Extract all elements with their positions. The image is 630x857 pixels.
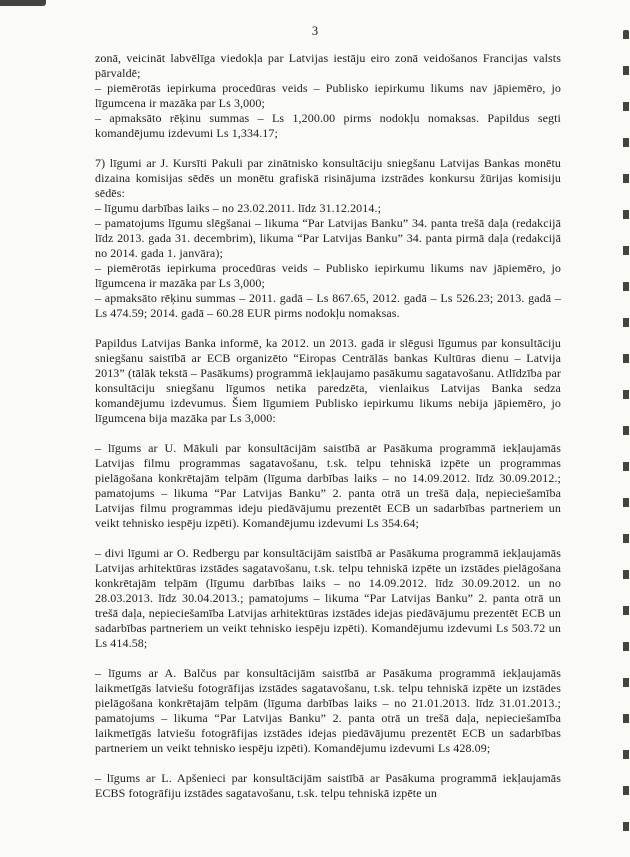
paragraph: – apmaksāto rēķinu summas – 2011. gadā – Ls 867.65, 2012. gadā – Ls 526.23; 2013. gadā – Ls 474.59; 2014. gadā – 60.28 EUR pirms nodokļu nomaksas. xyxy=(95,291,561,320)
paragraph: – līgums ar L. Apšenieci par konsultācijām saistībā ar Pasākuma programmā iekļaujamās ECBS fotogrāfiju izstādes sagatavošanu, t.sk. telpu tehniskā izpēte un xyxy=(95,771,561,800)
document-body xyxy=(95,51,561,801)
paragraph: – piemērotās iepirkuma procedūras veids – Publisko iepirkumu likums nav jāpiemēro, jo līgumcena ir mazāka par Ls 3,000; xyxy=(95,261,561,290)
paragraph: – līgumu darbības laiks – no 23.02.2011. līdz 31.12.2014.; xyxy=(95,201,382,215)
paragraph: Papildus Latvijas Banka informē, ka 2012. un 2013. gadā ir slēgusi līgumus par konsultāciju sniegšanu saistībā ar ECB organizēto “Eiropas Centrālās bankas Kultūras dienu – Latvija 2013” (tālāk tekstā – Pasākums) programmā iekļaujamo pasākumu sagatavošanu. Atlīdzība par konsultāciju sniegšanu līgumos netika paredzēta, vienlaikus Latvijas Banka sedza komandējumu izdevumus. Šiem līgumiem Publisko iepirkumu likums nebija jāpiemēro, jo līgumcena bija mazāka par Ls 3,000: xyxy=(95,336,561,425)
paragraph: zonā, veicināt labvēlīga viedokļa par Latvijas iestāju eiro zonā veidošanos Francijas valsts pārvaldē; xyxy=(95,51,561,80)
paragraph: – pamatojums līgumu slēgšanai – likuma “Par Latvijas Banku” 34. panta trešā daļa (redakcijā līdz 2013. gada 31. decembrim), likuma “Par Latvijas Banku” 34. panta pirmā daļa (redakcijā no 2014. gada 1. janvāra); xyxy=(95,216,561,260)
paragraph: – līgums ar A. Balčus par konsultācijām saistībā ar Pasākuma programmā iekļaujamās laikmetīgās latviešu fotogrāfijas izstādes sagatavošanu, t.sk. telpu tehniskā izpēte un izstādes pielāgošana konkrētajām telpām (līguma darbības laiks – no 21.01.2013. līdz 31.01.2013.; pamatojums – likuma “Par Latvijas Banku” 2. panta otrā un trešā daļa, nepieciešamība laikmetīgās latviešu fotogrāfijas izstādes idejas piedāvājumu prezentēt ECB un sadarbības partneriem un veikt tehnisko iespēju izpēti). Komandējumu izdevumi Ls 428.09; xyxy=(95,666,561,755)
paragraph: – apmaksāto rēķinu summas – Ls 1,200.00 pirms nodokļu nomaksas. Papildus segti komandējumu izdevumi Ls 1,334.17; xyxy=(95,111,561,140)
page-number: 3 xyxy=(311,24,319,38)
scan-artifact-top-left xyxy=(0,0,46,6)
paragraph: – piemērotās iepirkuma procedūras veids – Publisko iepirkumu likums nav jāpiemēro, jo līgumcena ir mazāka par Ls 3,000; xyxy=(95,81,561,110)
paragraph: – divi līgumi ar O. Redbergu par konsultācijām saistībā ar Pasākuma programmā iekļaujamās Latvijas arhitektūras izstādes sagatavošanu, t.sk. telpu tehniskā izpēte un izstādes pielāgošana konkrētajām telpām (līgumu darbības laiks – no 14.09.2012. līdz 30.09.2012. un no 28.03.2013. līdz 30.04.2013.; pamatojums – likuma “Par Latvijas Banku” 2. panta otrā un trešā daļa, nepieciešamība Latvijas arhitektūras izstādes idejas piedāvājumu prezentēt ECB un sadarbības partneriem un veikt tehnisko iespēju izpēti). Komandējumu izdevumi Ls 503.72 un Ls 414.58; xyxy=(95,546,561,650)
paragraph: 7) līgumi ar J. Kursīti Pakuli par zinātnisko konsultāciju sniegšanu Latvijas Bankas monētu dizaina komisijas sēdēs un monētu grafiskā risinājuma izstrādes konkursu žūrijas komisiju sēdēs: xyxy=(95,156,561,200)
paragraph: – līgums ar U. Mākuli par konsultācijām saistībā ar Pasākuma programmā iekļaujamās Latvijas filmu programmas sagatavošanu, t.sk. telpu tehniskā izpēte un programmas pielāgošana konkrētajām telpām (līguma darbības laiks – no 14.09.2012. līdz 30.09.2012.; pamatojums – likuma “Par Latvijas Banku” 2. panta otrā un trešā daļa, nepieciešamība Latvijas filmu programmas ideju piedāvājumu prezentēt ECB un sadarbības partneriem un veikt tehnisko iespēju izpēti). Komandējumu izdevumi Ls 354.64; xyxy=(95,441,561,530)
scan-artifacts-right-edge xyxy=(623,30,629,856)
